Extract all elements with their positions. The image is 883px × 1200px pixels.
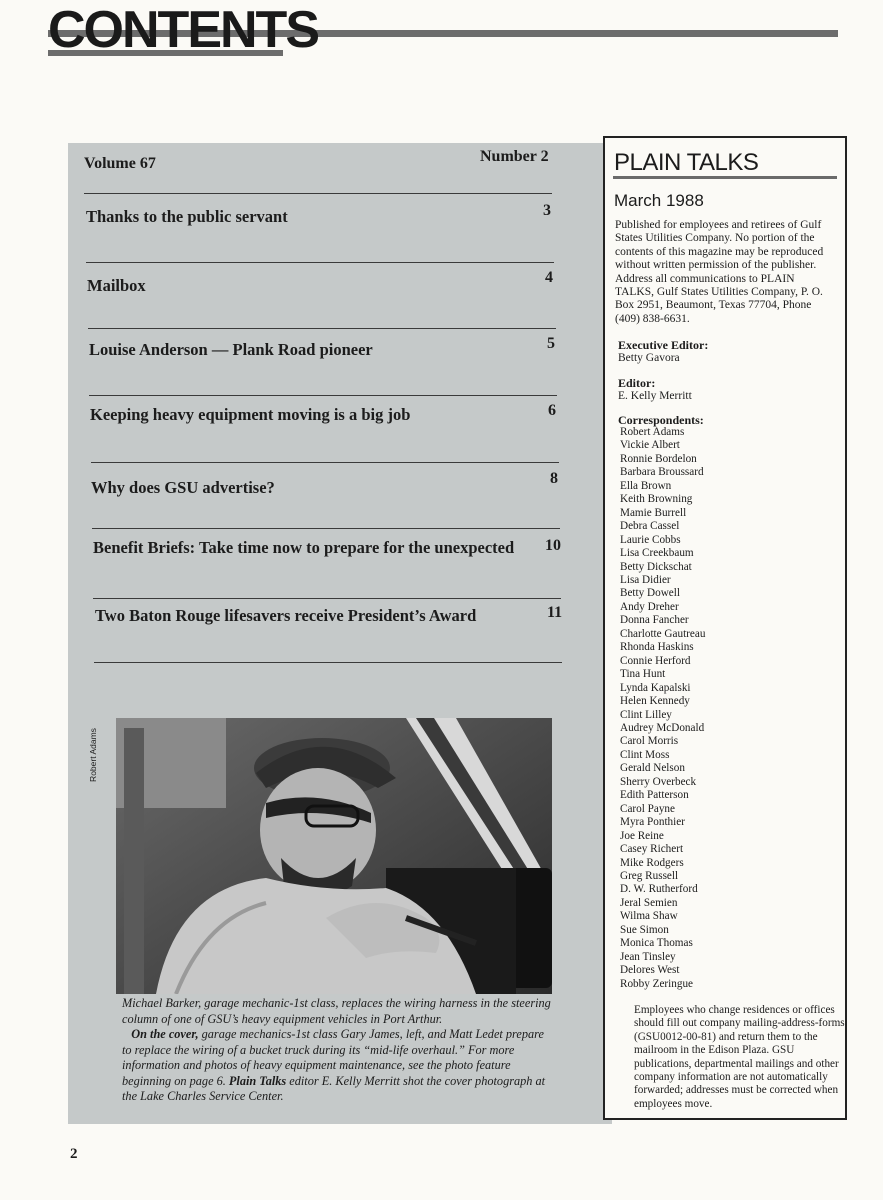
correspondent-name: Robby Zeringue [620, 977, 694, 990]
caption-magazine: Plain Talks [228, 1073, 287, 1088]
toc-divider [91, 462, 559, 463]
correspondent-name: Ronnie Bordelon [620, 452, 697, 465]
photo-caption: Michael Barker, garage mechanic-1st class, replaces the wiring harness in the steering column of one of GSU’s heavy equipment vehicles in Port Arthur. On the cover, garage mechanics-1st class Gary James, left, and Matt Ledet prepare to replace the wiring of a bucket truck during its “mid-life overhaul.” For more information and photos of heavy equipment maintenance, see the photo feature beginning on page 6. Plain Talks editor E. Kelly Merritt shot the cover photograph at the Lake Charles Service Center. [122, 996, 551, 1103]
toc-divider [93, 598, 561, 599]
correspondent-name: Joe Reine [620, 829, 664, 842]
photo-credit: Robert Adams [87, 728, 98, 782]
toc-entry-page: 11 [547, 604, 563, 621]
exec-editor-name: Betty Gavora [618, 352, 680, 364]
correspondent-name: Lynda Kapalski [620, 681, 691, 694]
masthead-rule [613, 176, 837, 179]
correspondent-name: Ella Brown [620, 479, 672, 492]
issue-number: Number 2 [480, 148, 549, 165]
toc-divider [94, 662, 562, 663]
correspondent-name: Helen Kennedy [620, 695, 690, 708]
page-title: CONTENTS [48, 1, 318, 59]
toc-divider [89, 395, 557, 396]
correspondent-name: Greg Russell [620, 869, 679, 882]
correspondents-list [620, 426, 705, 991]
toc-entry-title[interactable]: Benefit Briefs: Take time now to prepare for the unexpected [93, 538, 515, 557]
correspondent-name: Carol Payne [620, 802, 675, 815]
correspondent-name: Betty Dowell [620, 587, 680, 600]
correspondent-name: Rhonda Haskins [620, 641, 694, 654]
correspondent-name: Mamie Burrell [620, 506, 687, 519]
correspondent-name: Audrey McDonald [620, 721, 705, 734]
toc-entry-page: 6 [548, 402, 556, 419]
publication-notice: Published for employees and retirees of Gulf States Utilities Company. No portion of the contents of this magazine may be reproduced without written permission of the publisher. Address all communications to PLAIN TALKS, Gulf States Utilities Company, P. O. Box 2951, Beaumont, Texas 77704, Phone (409) 838-6631. [615, 219, 824, 325]
correspondent-name: Tina Hunt [620, 668, 666, 681]
toc-entry-title[interactable]: Two Baton Rouge lifesavers receive President’s Award [95, 606, 477, 625]
caption-lead: On the cover, [131, 1027, 199, 1041]
mechanic-photo [116, 718, 552, 994]
toc-divider [92, 528, 560, 529]
toc-entry-title[interactable]: Keeping heavy equipment moving is a big job [90, 405, 411, 424]
toc-entry-page: 10 [545, 537, 561, 554]
editor-name: E. Kelly Merritt [618, 390, 692, 402]
correspondent-name: D. W. Rutherford [620, 883, 698, 896]
toc-divider [84, 193, 552, 194]
correspondent-name: Monica Thomas [620, 937, 693, 950]
toc-divider [88, 328, 556, 329]
correspondent-name: Wilma Shaw [620, 910, 678, 923]
correspondent-name: Debra Cassel [620, 520, 680, 533]
toc-entry-page: 4 [545, 269, 553, 286]
correspondent-name: Betty Dickschat [620, 560, 692, 573]
masthead-title: PLAIN TALKS [614, 149, 759, 176]
toc-entry-title[interactable]: Why does GSU advertise? [91, 478, 275, 497]
toc-divider [86, 262, 554, 263]
correspondent-name: Andy Dreher [620, 600, 679, 613]
correspondent-name: Robert Adams [620, 426, 685, 438]
correspondent-name: Connie Herford [620, 654, 691, 667]
correspondent-name: Donna Fancher [620, 614, 689, 627]
correspondent-name: Vickie Albert [620, 439, 680, 452]
correspondent-name: Lisa Didier [620, 573, 671, 586]
correspondent-name: Keith Browning [620, 493, 693, 506]
exec-editor-label: Executive Editor: [618, 338, 709, 352]
correspondent-name: Barbara Broussard [620, 466, 704, 479]
editor-label: Editor: [618, 376, 656, 390]
toc-entry-page: 8 [550, 470, 558, 487]
correspondent-name: Sherry Overbeck [620, 775, 697, 788]
correspondent-name: Jean Tinsley [620, 950, 676, 963]
page-number: 2 [70, 1146, 78, 1162]
correspondent-name: Lisa Creekbaum [620, 547, 694, 560]
correspondent-name: Jeral Semien [620, 896, 678, 909]
correspondents-label: Correspondents: [618, 413, 704, 427]
toc-entry-title[interactable]: Louise Anderson — Plank Road pioneer [89, 340, 373, 359]
correspondent-name: Gerald Nelson [620, 762, 685, 775]
correspondent-name: Delores West [620, 964, 680, 977]
issue-date: March 1988 [614, 191, 704, 210]
correspondent-name: Sue Simon [620, 923, 669, 936]
correspondent-name: Laurie Cobbs [620, 533, 681, 546]
correspondent-name: Charlotte Gautreau [620, 627, 706, 640]
toc-entry-page: 3 [543, 202, 551, 219]
correspondent-name: Carol Morris [620, 735, 679, 748]
toc-entry-title[interactable]: Mailbox [87, 276, 146, 295]
correspondent-name: Clint Moss [620, 748, 670, 761]
volume-label: Volume 67 [84, 155, 156, 172]
correspondent-name: Mike Rodgers [620, 856, 684, 869]
correspondent-name: Casey Richert [620, 843, 684, 856]
correspondent-name: Myra Ponthier [620, 816, 685, 829]
toc-entry-title[interactable]: Thanks to the public servant [86, 207, 288, 226]
address-change-notice: Employees who change residences or offices should fill out company mailing-address-forms (GSU0012-00-81) and return them to the mailroom in the Edison Plaza. GSU publications, departmental mailings and other company information are not automatically forwarded; addresses must be corrected when employees move. [634, 1004, 845, 1110]
correspondent-name: Clint Lilley [620, 708, 672, 721]
toc-entry-page: 5 [547, 335, 555, 352]
correspondent-name: Edith Patterson [620, 789, 689, 802]
